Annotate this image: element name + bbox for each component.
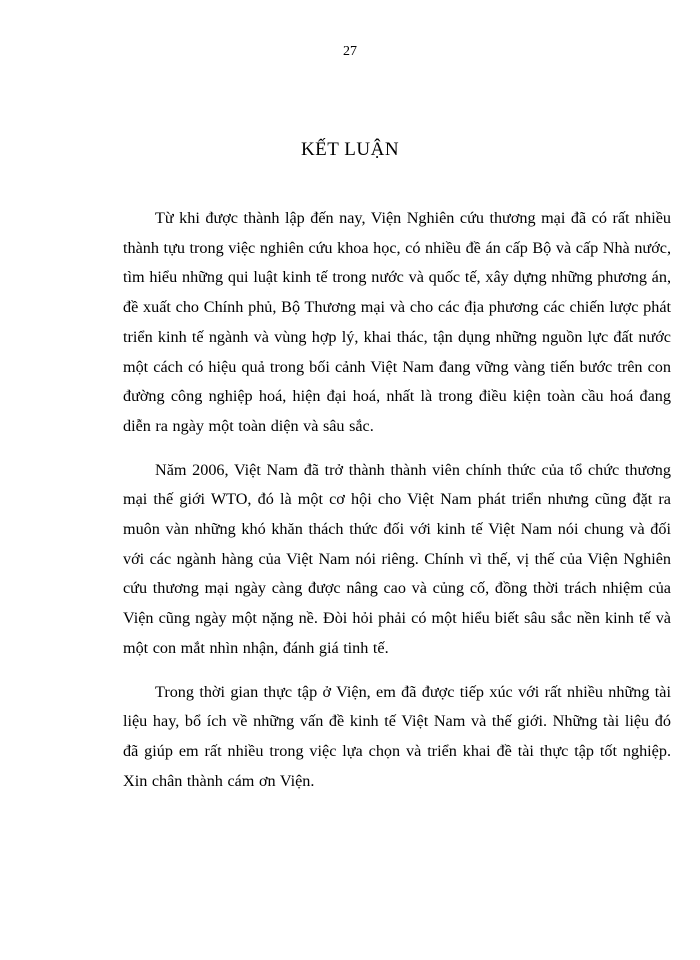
page-number: 27	[343, 44, 357, 59]
body-text	[123, 204, 671, 810]
paragraph-2: Năm 2006, Việt Nam đã trở thành thành viên chính thức của tổ chức thương mại thế giới WTO, đó là một cơ hội cho Việt Nam phát triển nhưng cũng đặt ra muôn vàn những khó khăn thách thức đối với kinh tế Việt Nam nói chung và đối với các ngành hàng của Việt Nam nói riêng. Chính vì thế, vị thế của Viện Nghiên cứu thương mại ngày càng được nâng cao và củng cố, đồng thời trách nhiệm của Viện cũng ngày một nặng nề. Đòi hỏi phải có một hiểu biết sâu sắc nền kinh tế và một con mắt nhìn nhận, đánh giá tinh tế.	[123, 460, 671, 657]
page-title: KẾT LUẬN	[300, 139, 400, 160]
paragraph-3: Trong thời gian thực tập ở Viện, em đã được tiếp xúc với rất nhiều những tài liệu hay, bổ ích về những vấn đề kinh tế Việt Nam và thế giới. Những tài liệu đó đã giúp em rất nhiều trong việc lựa chọn và triển khai đề tài thực tập tốt nghiệp. Xin chân thành cám ơn Viện.	[123, 682, 671, 790]
paragraph-1: Từ khi được thành lập đến nay, Viện Nghiên cứu thương mại đã có rất nhiều thành tựu trong việc nghiên cứu khoa học, có nhiều đề án cấp Bộ và cấp Nhà nước, tìm hiểu những qui luật kinh tế trong nước và quốc tế, xây dựng những phương án, đề xuất cho Chính phủ, Bộ Thương mại và cho các địa phương các chiến lược phát triển kinh tế ngành và vùng hợp lý, khai thác, tận dụng những nguồn lực đất nước một cách có hiệu quả trong bối cảnh Việt Nam đang vững vàng tiến bước trên con đường công nghiệp hoá, hiện đại hoá, nhất là trong điều kiện toàn cầu hoá đang diễn ra ngày một toàn diện và sâu sắc.	[123, 209, 671, 435]
